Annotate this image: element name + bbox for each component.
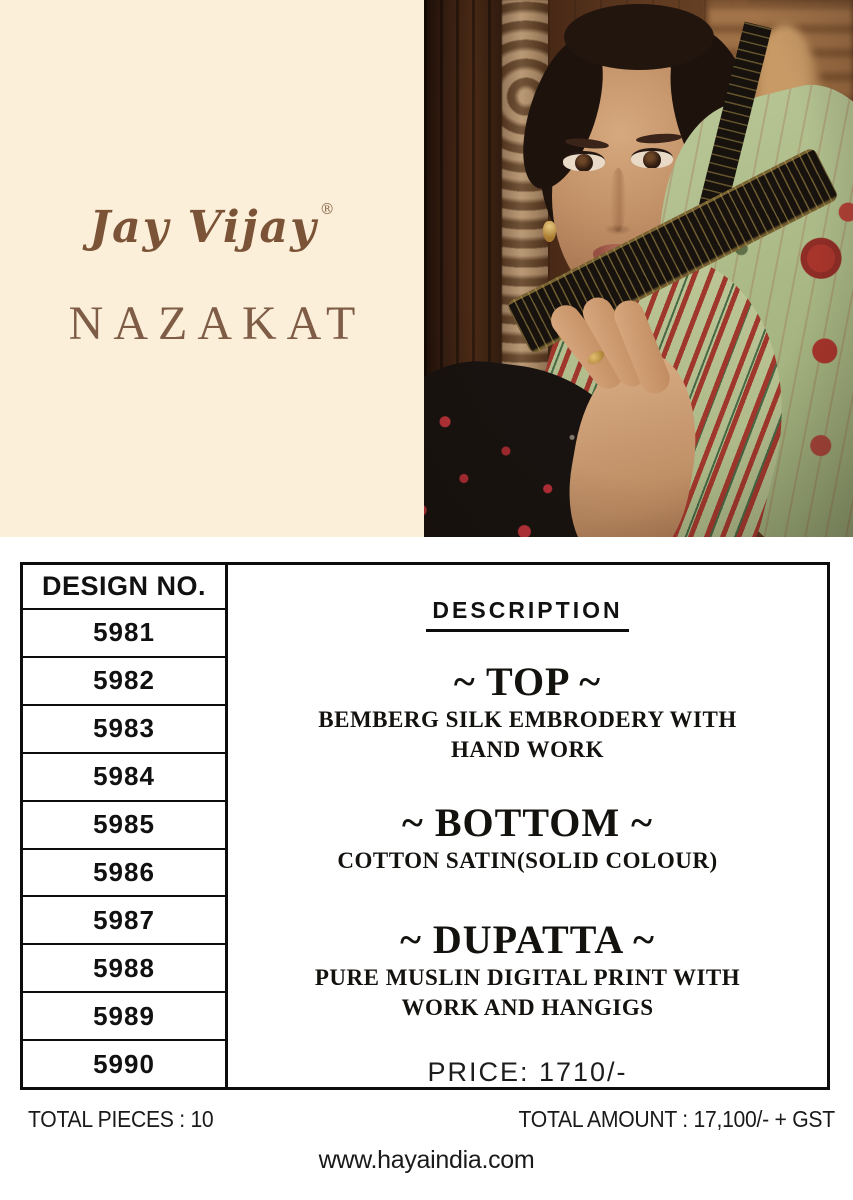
brand-logo xyxy=(0,200,424,253)
website-text: www.hayaindia.com xyxy=(318,1146,535,1174)
design-number-cell: 5982 xyxy=(23,658,225,706)
design-number-cell: 5988 xyxy=(23,945,225,993)
brand-panel xyxy=(0,0,424,537)
design-number-cell: 5986 xyxy=(23,850,225,898)
total-pieces-text: TOTAL PIECES : 10 xyxy=(28,1106,214,1132)
section-line: PURE MUSLIN DIGITAL PRINT WITH xyxy=(314,965,741,990)
design-no-header: DESIGN NO. xyxy=(23,565,225,610)
registered-trademark-icon: ® xyxy=(319,200,335,218)
design-number-cell: 5989 xyxy=(23,993,225,1041)
design-number-cell: 5990 xyxy=(93,1048,155,1079)
section-line: COTTON SATIN(SOLID COLOUR) xyxy=(337,848,718,873)
total-amount-text: TOTAL AMOUNT : 17,100/- + GST xyxy=(518,1106,835,1132)
section-heading-top: ~ TOP ~ xyxy=(453,659,602,704)
price-text: PRICE: 1710/- xyxy=(427,1057,628,1087)
model-photo xyxy=(424,0,853,537)
section-heading-bottom: ~ BOTTOM ~ xyxy=(402,800,653,845)
description-column xyxy=(228,565,827,1087)
section-line: HAND WORK xyxy=(451,737,604,762)
design-number-cell: 5987 xyxy=(23,897,225,945)
catalog-table xyxy=(20,562,830,1090)
design-number-cell: 5985 xyxy=(23,802,225,850)
design-number-column xyxy=(23,565,228,1087)
section-line: WORK AND HANGIGS xyxy=(401,995,654,1020)
collection-title: NAZAKAT xyxy=(68,297,366,350)
description-title: DESCRIPTION xyxy=(426,597,628,632)
design-number-cell: 5984 xyxy=(23,754,225,802)
design-number-cell: 5983 xyxy=(23,706,225,754)
section-line: BEMBERG SILK EMBRODERY WITH xyxy=(318,707,737,732)
section-heading-dupatta: ~ DUPATTA ~ xyxy=(400,917,655,962)
brand-logo-text: Jay Vijay xyxy=(89,202,318,253)
design-number-cell: 5981 xyxy=(23,610,225,658)
photo-vignette xyxy=(424,0,853,537)
